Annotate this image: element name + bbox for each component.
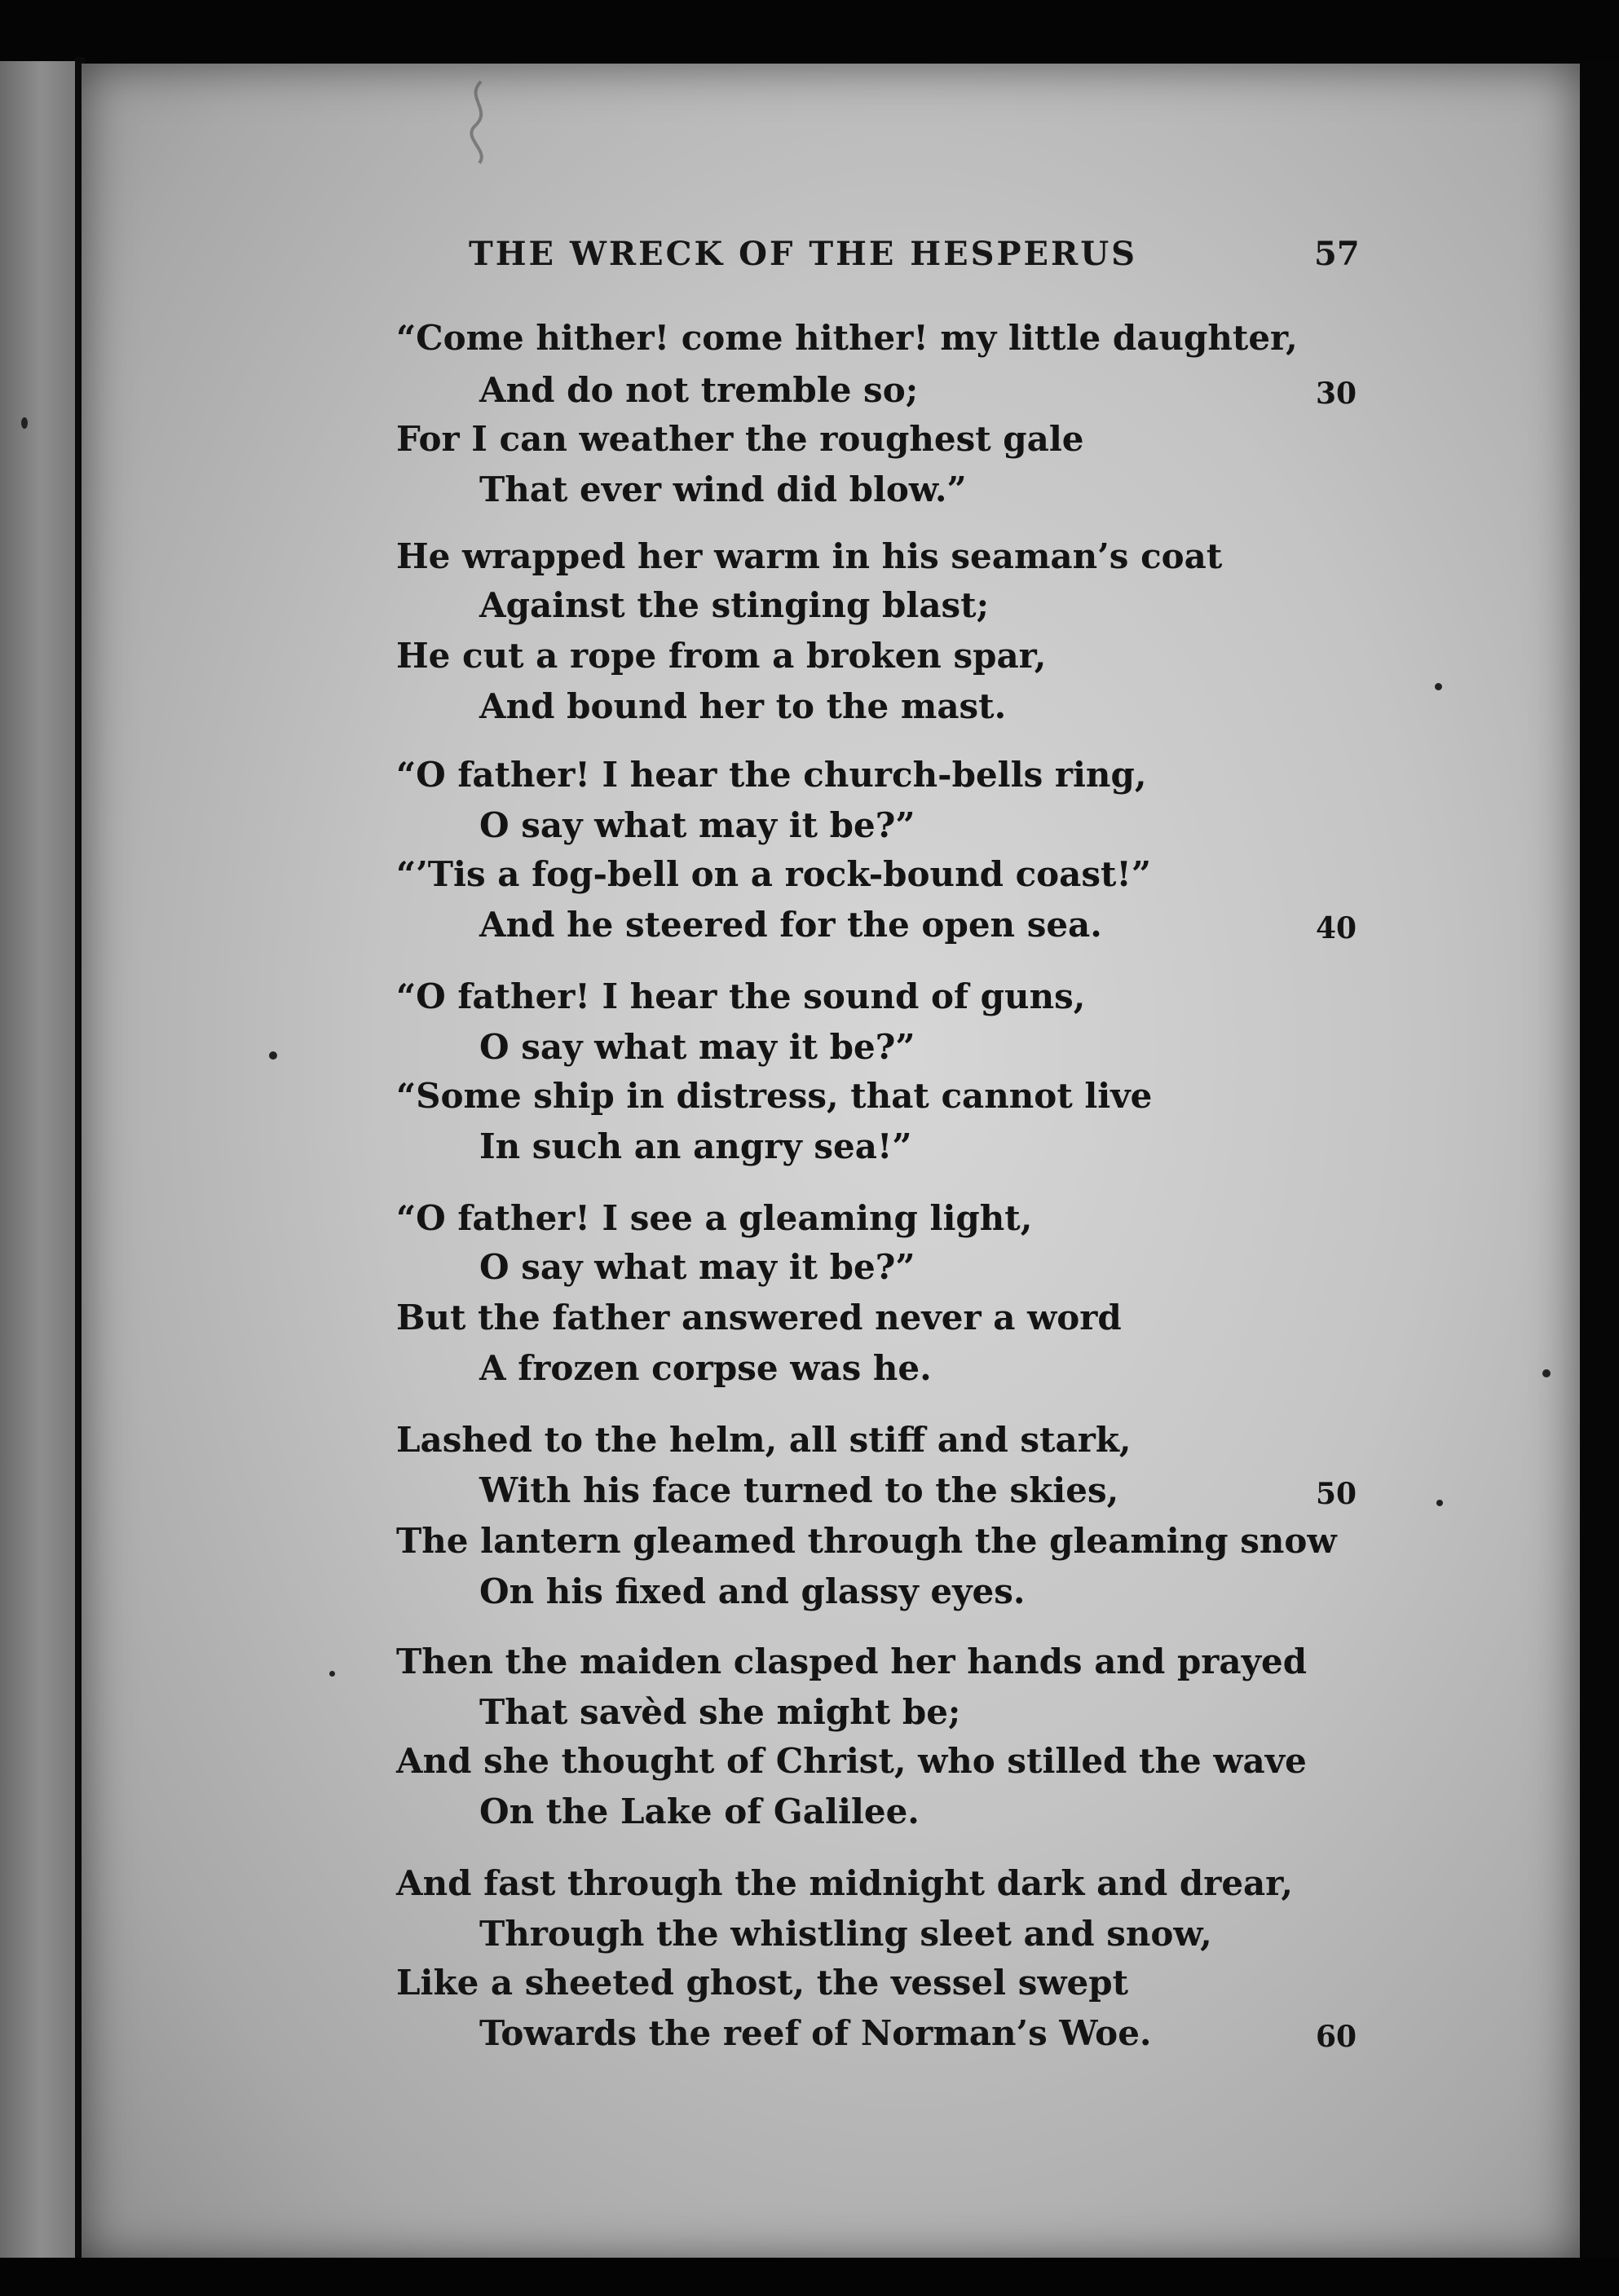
poem-line: A frozen corpse was he. [479,1348,932,1388]
poem-line: Lashed to the helm, all stiff and stark, [396,1420,1132,1460]
scan-speck [1435,683,1442,690]
poem-line: O say what may it be?” [479,805,915,845]
scan-speck [269,1051,277,1060]
page-number: 57 [1314,235,1360,273]
poem-line: O say what may it be?” [479,1027,915,1067]
running-title: THE WRECK OF THE HESPERUS [469,235,1138,273]
poem-line: And she thought of Christ, who stilled the wave [396,1741,1307,1781]
poem-line: For I can weather the roughest gale [396,419,1084,459]
poem-line: And he steered for the open sea. [479,905,1102,945]
poem-line: And bound her to the mast. [479,686,1007,726]
line-number: 60 [1316,2020,1357,2054]
scan-speck [1436,1500,1443,1506]
poem-line: Like a sheeted ghost, the vessel swept [396,1963,1128,2003]
poem-line: On his fixed and glassy eyes. [479,1571,1026,1611]
line-number: 50 [1316,1477,1357,1511]
poem-line: That ever wind did blow.” [479,469,967,509]
poem-line: “O father! I hear the sound of guns, [396,976,1086,1016]
poem-line: “Come hither! come hither! my little daughter, [396,318,1298,358]
scan-speck [1542,1369,1551,1377]
scan-speck [329,1671,335,1677]
poem-line: The lantern gleamed through the gleaming snow [396,1521,1337,1561]
poem-line: With his face turned to the skies, [479,1470,1119,1510]
poem-line: Against the stinging blast; [479,585,990,625]
poem-line: That savèd she might be; [479,1692,961,1732]
poem-line: He wrapped her warm in his seaman’s coat [396,536,1223,576]
line-number: 30 [1316,377,1357,411]
line-number: 40 [1316,911,1357,945]
poem-line: And fast through the midnight dark and drear, [396,1863,1293,1903]
poem-line: Then the maiden clasped her hands and prayed [396,1642,1308,1681]
poem-line: Through the whistling sleet and snow, [479,1914,1212,1954]
poem-line: “O father! I hear the church-bells ring, [396,755,1147,795]
poem-line: “O father! I see a gleaming light, [396,1198,1033,1238]
poem-line: But the father answered never a word [396,1298,1122,1337]
poem-line: “’Tis a fog-bell on a rock-bound coast!” [396,854,1152,894]
poem-line: Towards the reef of Norman’s Woe. [479,2013,1152,2053]
poem-line: And do not tremble so; [479,370,919,410]
poem-line: “Some ship in distress, that cannot live [396,1076,1153,1116]
poem-line: On the Lake of Galilee. [479,1791,920,1831]
poem-line: He cut a rope from a broken spar, [396,636,1047,676]
poem-line: In such an angry sea!” [479,1126,912,1166]
poem-line: O say what may it be?” [479,1247,915,1287]
scan-speck [21,417,28,429]
